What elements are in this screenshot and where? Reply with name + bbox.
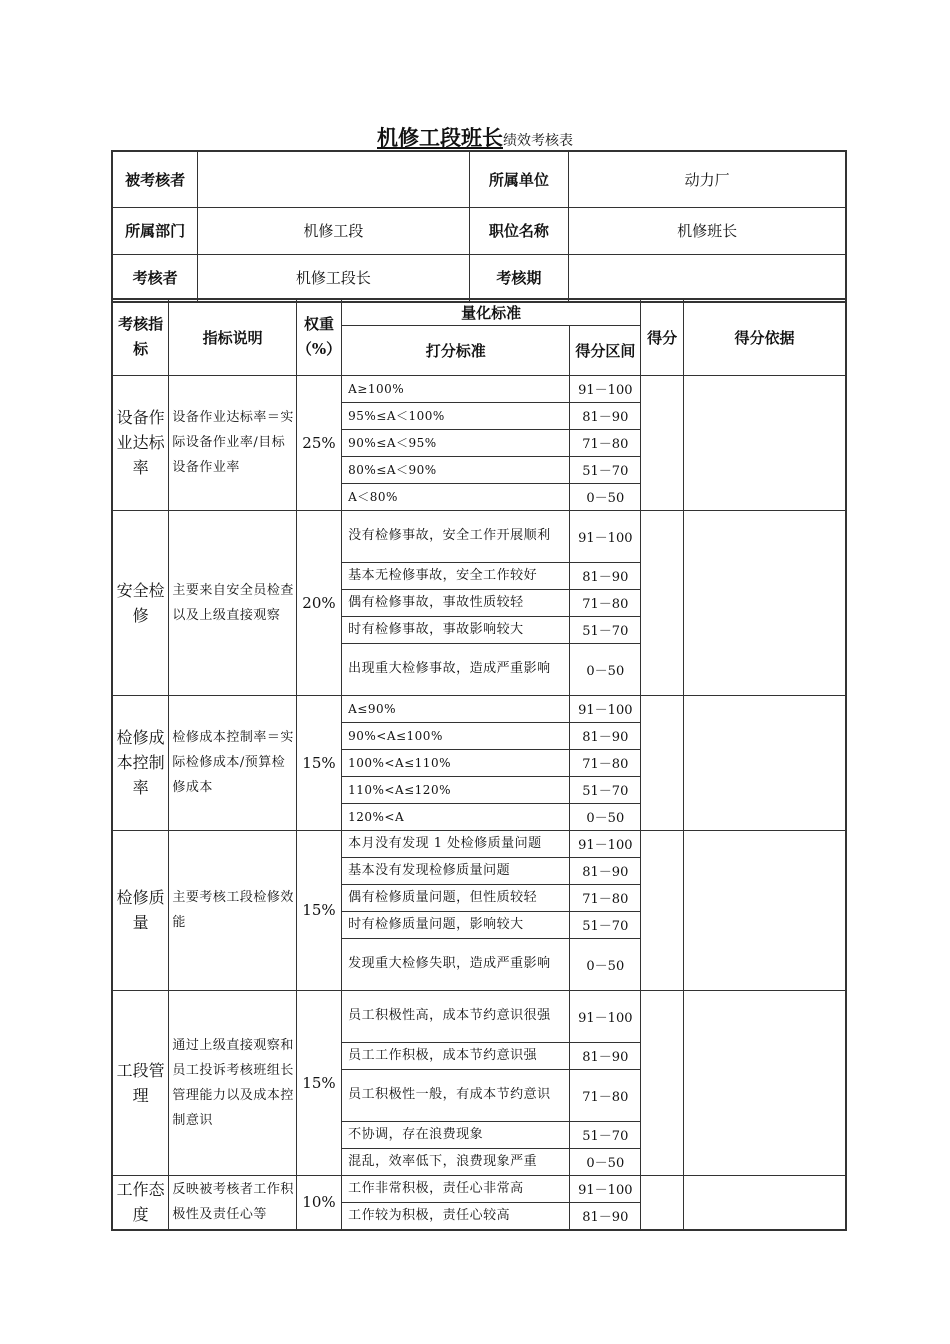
section-weight: 25% xyxy=(296,375,341,510)
section-weight: 15% xyxy=(296,990,341,1175)
info-table xyxy=(111,150,847,303)
header-desc: 指标说明 xyxy=(169,299,297,375)
score-range: 91－100 xyxy=(570,695,641,722)
score-range: 71－80 xyxy=(570,1069,641,1121)
examinee-label: 被考核者 xyxy=(112,151,198,207)
criterion-text: A≤90% xyxy=(342,695,570,722)
section-weight: 10% xyxy=(296,1175,341,1230)
section-desc: 反映被考核者工作积极性及责任心等 xyxy=(169,1175,297,1230)
document-title xyxy=(0,122,950,152)
score-range: 81－90 xyxy=(570,402,641,429)
score-range: 71－80 xyxy=(570,749,641,776)
criterion-text: A≥100% xyxy=(342,375,570,402)
basis-cell[interactable] xyxy=(684,375,846,510)
criterion-text: A＜80% xyxy=(342,483,570,510)
section-name: 安全检修 xyxy=(112,510,169,695)
dept-label: 所属部门 xyxy=(112,207,198,254)
header-quant: 量化标准 xyxy=(342,299,641,325)
criterion-text: 工作非常积极，责任心非常高 xyxy=(342,1175,570,1202)
criterion-text: 偶有检修事故，事故性质较轻 xyxy=(342,589,570,616)
score-cell[interactable] xyxy=(641,830,684,990)
criterion-text: 基本无检修事故，安全工作较好 xyxy=(342,562,570,589)
criterion-text: 不协调，存在浪费现象 xyxy=(342,1121,570,1148)
criterion-text: 偶有检修质量问题，但性质较轻 xyxy=(342,884,570,911)
score-range: 51－70 xyxy=(570,456,641,483)
score-range: 91－100 xyxy=(570,510,641,562)
criterion-text: 发现重大检修失职，造成严重影响 xyxy=(342,938,570,990)
header-basis: 得分依据 xyxy=(684,299,846,375)
unit-label: 所属单位 xyxy=(469,151,569,207)
score-range: 0－50 xyxy=(570,483,641,510)
score-cell[interactable] xyxy=(641,510,684,695)
criterion-text: 工作较为积极，责任心较高 xyxy=(342,1202,570,1230)
score-range: 71－80 xyxy=(570,884,641,911)
header-weight: 权重（%） xyxy=(296,299,341,375)
score-range: 51－70 xyxy=(570,911,641,938)
criteria-row xyxy=(112,1175,846,1202)
criterion-text: 80%≤A＜90% xyxy=(342,456,570,483)
section-desc: 主要来自安全员检查以及上级直接观察 xyxy=(169,510,297,695)
criterion-text: 员工工作积极，成本节约意识强 xyxy=(342,1042,570,1069)
section-weight: 15% xyxy=(296,695,341,830)
header-std: 打分标准 xyxy=(342,325,570,375)
criterion-text: 时有检修事故，事故影响较大 xyxy=(342,616,570,643)
score-range: 51－70 xyxy=(570,776,641,803)
section-name: 工段管理 xyxy=(112,990,169,1175)
criterion-text: 95%≤A＜100% xyxy=(342,402,570,429)
unit-value[interactable]: 动力厂 xyxy=(569,151,846,207)
header-indicator: 考核指标 xyxy=(112,299,169,375)
assessment-table xyxy=(111,298,847,1231)
criterion-text: 没有检修事故，安全工作开展顺利 xyxy=(342,510,570,562)
criterion-text: 员工积极性一般，有成本节约意识 xyxy=(342,1069,570,1121)
criterion-text: 出现重大检修事故，造成严重影响 xyxy=(342,643,570,695)
assessor-value[interactable]: 机修工段长 xyxy=(198,254,469,302)
score-cell[interactable] xyxy=(641,1175,684,1230)
criterion-text: 时有检修质量问题，影响较大 xyxy=(342,911,570,938)
score-range: 0－50 xyxy=(570,643,641,695)
score-cell[interactable] xyxy=(641,375,684,510)
criterion-text: 基本没有发现检修质量问题 xyxy=(342,857,570,884)
criterion-text: 混乱，效率低下，浪费现象严重 xyxy=(342,1148,570,1175)
header-range: 得分区间 xyxy=(570,325,641,375)
section-name: 工作态度 xyxy=(112,1175,169,1230)
score-range: 0－50 xyxy=(570,1148,641,1175)
period-value[interactable] xyxy=(569,254,846,302)
score-range: 81－90 xyxy=(570,1042,641,1069)
section-weight: 15% xyxy=(296,830,341,990)
section-weight: 20% xyxy=(296,510,341,695)
position-value[interactable]: 机修班长 xyxy=(569,207,846,254)
score-range: 51－70 xyxy=(570,1121,641,1148)
assessor-label: 考核者 xyxy=(112,254,198,302)
score-range: 91－100 xyxy=(570,830,641,857)
section-desc: 设备作业达标率＝实际设备作业率/目标设备作业率 xyxy=(169,375,297,510)
section-desc: 检修成本控制率＝实际检修成本/预算检修成本 xyxy=(169,695,297,830)
criterion-text: 90%≤A＜95% xyxy=(342,429,570,456)
criterion-text: 120%<A xyxy=(342,803,570,830)
basis-cell[interactable] xyxy=(684,1175,846,1230)
score-range: 71－80 xyxy=(570,589,641,616)
criterion-text: 110%<A≤120% xyxy=(342,776,570,803)
score-range: 51－70 xyxy=(570,616,641,643)
score-range: 81－90 xyxy=(570,857,641,884)
criterion-text: 员工积极性高，成本节约意识很强 xyxy=(342,990,570,1042)
basis-cell[interactable] xyxy=(684,830,846,990)
criteria-row xyxy=(112,990,846,1042)
score-cell[interactable] xyxy=(641,990,684,1175)
score-range: 91－100 xyxy=(570,375,641,402)
score-range: 81－90 xyxy=(570,1202,641,1230)
score-range: 91－100 xyxy=(570,1175,641,1202)
section-name: 检修成本控制率 xyxy=(112,695,169,830)
score-range: 0－50 xyxy=(570,938,641,990)
header-score: 得分 xyxy=(641,299,684,375)
criteria-row xyxy=(112,510,846,562)
criteria-row xyxy=(112,375,846,402)
score-range: 91－100 xyxy=(570,990,641,1042)
criteria-row xyxy=(112,830,846,857)
score-range: 81－90 xyxy=(570,562,641,589)
criterion-text: 100%<A≤110% xyxy=(342,749,570,776)
score-range: 81－90 xyxy=(570,722,641,749)
title-suffix: 绩效考核表 xyxy=(503,133,573,149)
section-desc: 主要考核工段检修效能 xyxy=(169,830,297,990)
basis-cell[interactable] xyxy=(684,510,846,695)
score-range: 71－80 xyxy=(570,429,641,456)
dept-value[interactable]: 机修工段 xyxy=(198,207,469,254)
score-range: 0－50 xyxy=(570,803,641,830)
examinee-value[interactable] xyxy=(198,151,469,207)
section-name: 设备作业达标率 xyxy=(112,375,169,510)
title-main: 机修工段班长 xyxy=(377,125,503,150)
criteria-row xyxy=(112,695,846,722)
score-cell[interactable] xyxy=(641,695,684,830)
criterion-text: 90%<A≤100% xyxy=(342,722,570,749)
position-label: 职位名称 xyxy=(469,207,569,254)
section-desc: 通过上级直接观察和员工投诉考核班组长管理能力以及成本控制意识 xyxy=(169,990,297,1175)
basis-cell[interactable] xyxy=(684,695,846,830)
criterion-text: 本月没有发现 1 处检修质量问题 xyxy=(342,830,570,857)
basis-cell[interactable] xyxy=(684,990,846,1175)
section-name: 检修质量 xyxy=(112,830,169,990)
period-label: 考核期 xyxy=(469,254,569,302)
